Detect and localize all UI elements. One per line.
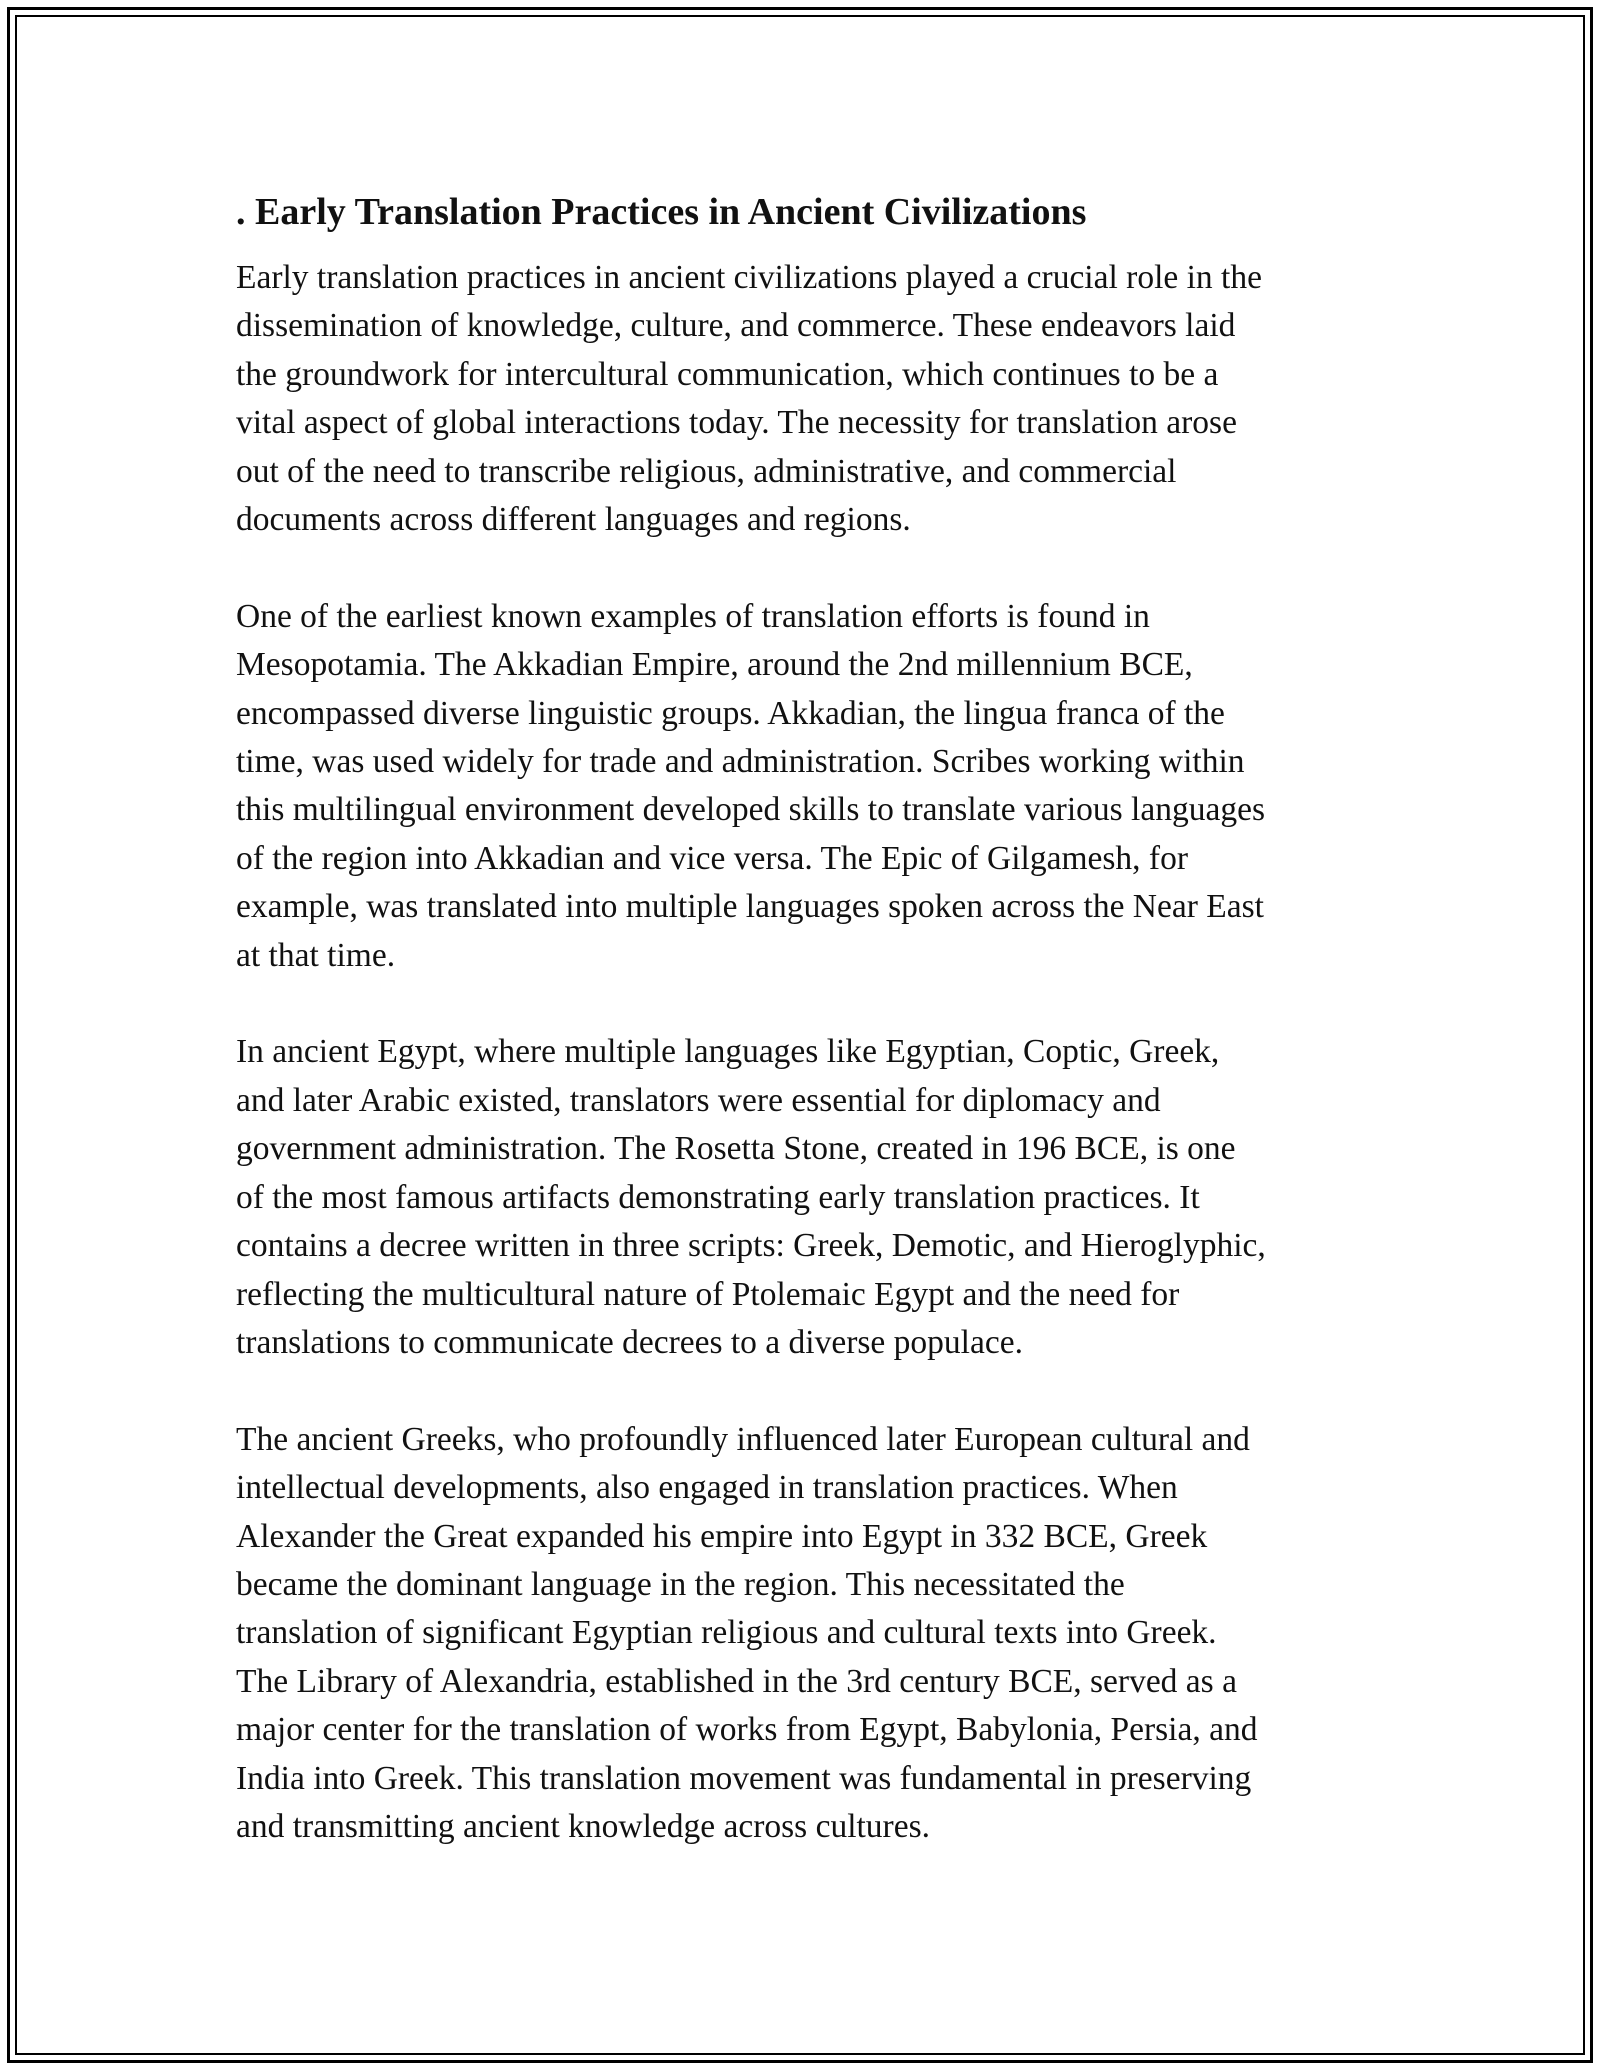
- section-heading: . Early Translation Practices in Ancient Civilizations: [236, 191, 1087, 233]
- text-line: Mesopotamia. The Akkadian Empire, around the 2nd millennium BCE,: [236, 646, 1193, 684]
- text-line: One of the earliest known examples of translation efforts is found in: [236, 597, 1150, 635]
- text-line: dissemination of knowledge, culture, and commerce. These endeavors laid: [236, 307, 1236, 345]
- text-line: The Library of Alexandria, established in the 3rd century BCE, served as a: [236, 1662, 1237, 1700]
- text-line: the groundwork for intercultural communication, which continues to be a: [236, 355, 1219, 393]
- paragraph-container: [236, 254, 1376, 1851]
- text-line: and transmitting ancient knowledge across cultures.: [236, 1807, 930, 1845]
- text-line: at that time.: [236, 936, 396, 974]
- text-line: translations to communicate decrees to a diverse populace.: [236, 1323, 1023, 1361]
- text-line: Alexander the Great expanded his empire into Egypt in 332 BCE, Greek: [236, 1517, 1208, 1555]
- body-paragraph: [236, 1028, 1376, 1367]
- text-line: government administration. The Rosetta Stone, created in 196 BCE, is one: [236, 1130, 1236, 1168]
- text-line: became the dominant language in the region. This necessitated the: [236, 1565, 1125, 1603]
- text-line: of the region into Akkadian and vice versa. The Epic of Gilgamesh, for: [236, 839, 1188, 877]
- text-line: In ancient Egypt, where multiple languages like Egyptian, Coptic, Greek,: [236, 1033, 1220, 1071]
- text-line: India into Greek. This translation movement was fundamental in preserving: [236, 1759, 1252, 1797]
- text-line: this multilingual environment developed skills to translate various languages: [236, 791, 1265, 829]
- text-line: The ancient Greeks, who profoundly influenced later European cultural and: [236, 1420, 1250, 1458]
- text-line: major center for the translation of works from Egypt, Babylonia, Persia, and: [236, 1711, 1258, 1749]
- text-line: example, was translated into multiple languages spoken across the Near East: [236, 888, 1264, 926]
- text-line: intellectual developments, also engaged in translation practices. When: [236, 1469, 1178, 1507]
- body-paragraph: [236, 1416, 1376, 1852]
- body-paragraph: [236, 593, 1376, 980]
- text-line: out of the need to transcribe religious, administrative, and commercial: [236, 452, 1177, 490]
- text-line: of the most famous artifacts demonstrating early translation practices. It: [236, 1178, 1200, 1216]
- text-line: reflecting the multicultural nature of Ptolemaic Egypt and the need for: [236, 1275, 1180, 1313]
- text-line: vital aspect of global interactions today. The necessity for translation arose: [236, 404, 1237, 442]
- document-body: [236, 186, 1376, 1900]
- text-line: time, was used widely for trade and administration. Scribes working within: [236, 743, 1245, 781]
- text-line: encompassed diverse linguistic groups. Akkadian, the lingua franca of the: [236, 694, 1225, 732]
- text-line: translation of significant Egyptian religious and cultural texts into Greek.: [236, 1614, 1217, 1652]
- body-paragraph: [236, 254, 1376, 544]
- text-line: contains a decree written in three scripts: Greek, Demotic, and Hieroglyphic,: [236, 1227, 1266, 1265]
- text-line: documents across different languages and regions.: [236, 501, 911, 539]
- text-line: Early translation practices in ancient civilizations played a crucial role in the: [236, 259, 1262, 296]
- text-line: and later Arabic existed, translators were essential for diplomacy and: [236, 1081, 1161, 1119]
